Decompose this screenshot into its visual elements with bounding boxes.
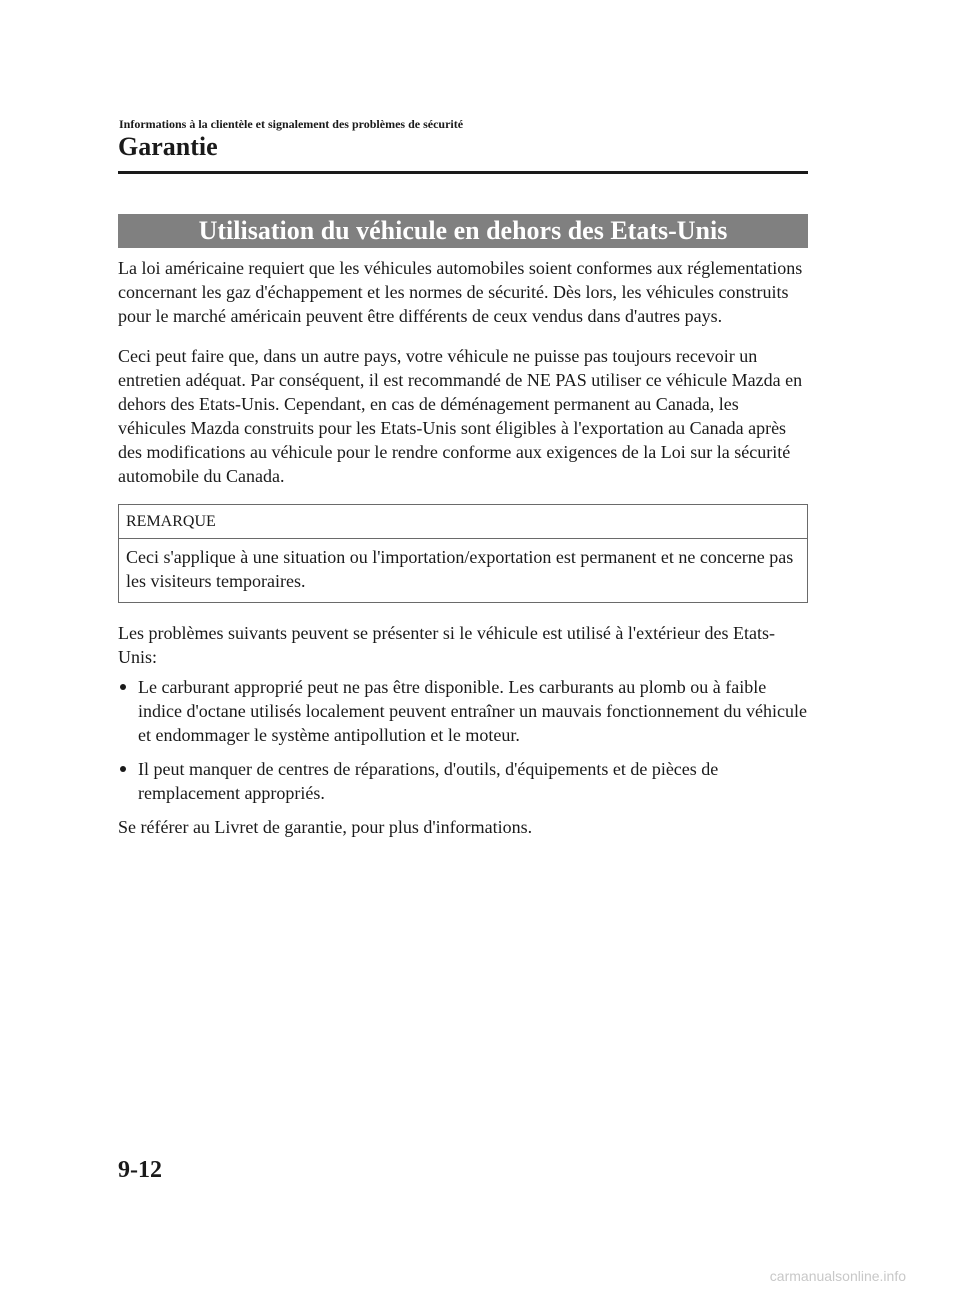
watermark: carmanualsonline.info [769, 1268, 906, 1284]
list-item-text: Le carburant approprié peut ne pas être disponible. Les carburants au plomb ou à faible indice d'octane utilisés localement peuvent entraîner un mauvais fonctionnement du véhicule et endommager le système antipollution et le moteur. [138, 677, 808, 745]
section-content [118, 256, 808, 855]
paragraph-2: Ceci peut faire que, dans un autre pays, votre véhicule ne puisse pas toujours recevoir un entretien adéquat. Par conséquent, il est recommandé de NE PAS utiliser ce véhicule Mazda en dehors des Etats-Unis. Cependant, en cas de déménagement permanent au Canada, les véhicules Mazda construits pour les Etats-Unis sont éligibles à l'exportation au Canada après des modifications au véhicule pour le rendre conforme aux exigences de la Loi sur la sécurité automobile du Canada. [118, 346, 803, 486]
breadcrumb: Informations à la clientèle et signalement des problèmes de sécurité [119, 117, 464, 131]
list-item-text: Il peut manquer de centres de réparations, d'outils, d'équipements et de pièces de remplacement appropriés. [138, 759, 719, 803]
list-item [118, 675, 808, 747]
note-heading: REMARQUE [119, 505, 807, 539]
paragraph-1: La loi américaine requiert que les véhicules automobiles soient conformes aux réglementations concernant les gaz d'échappement et les normes de sécurité. Dès lors, les véhicules construits pour le marché américain peuvent être différents de ceux vendus dans d'autres pays. [118, 258, 803, 326]
header-rule [118, 171, 808, 174]
page-number: 9-12 [118, 1157, 162, 1183]
section-title: Utilisation du véhicule en dehors des Etats-Unis [118, 214, 808, 248]
bullet-icon [120, 766, 126, 772]
note-text: Ceci s'applique à une situation ou l'importation/exportation est permanent et ne concerne pas les visiteurs temporaires. [126, 547, 794, 591]
problems-list [118, 675, 808, 805]
chapter-title: Garantie [118, 132, 218, 161]
problems-intro: Les problèmes suivants peuvent se présenter si le véhicule est utilisé à l'extérieur des Etats-Unis: [118, 623, 776, 667]
list-item [118, 757, 808, 805]
closing-text: Se référer au Livret de garantie, pour plus d'informations. [118, 817, 533, 837]
note-box [118, 504, 808, 603]
bullet-icon [120, 684, 126, 690]
